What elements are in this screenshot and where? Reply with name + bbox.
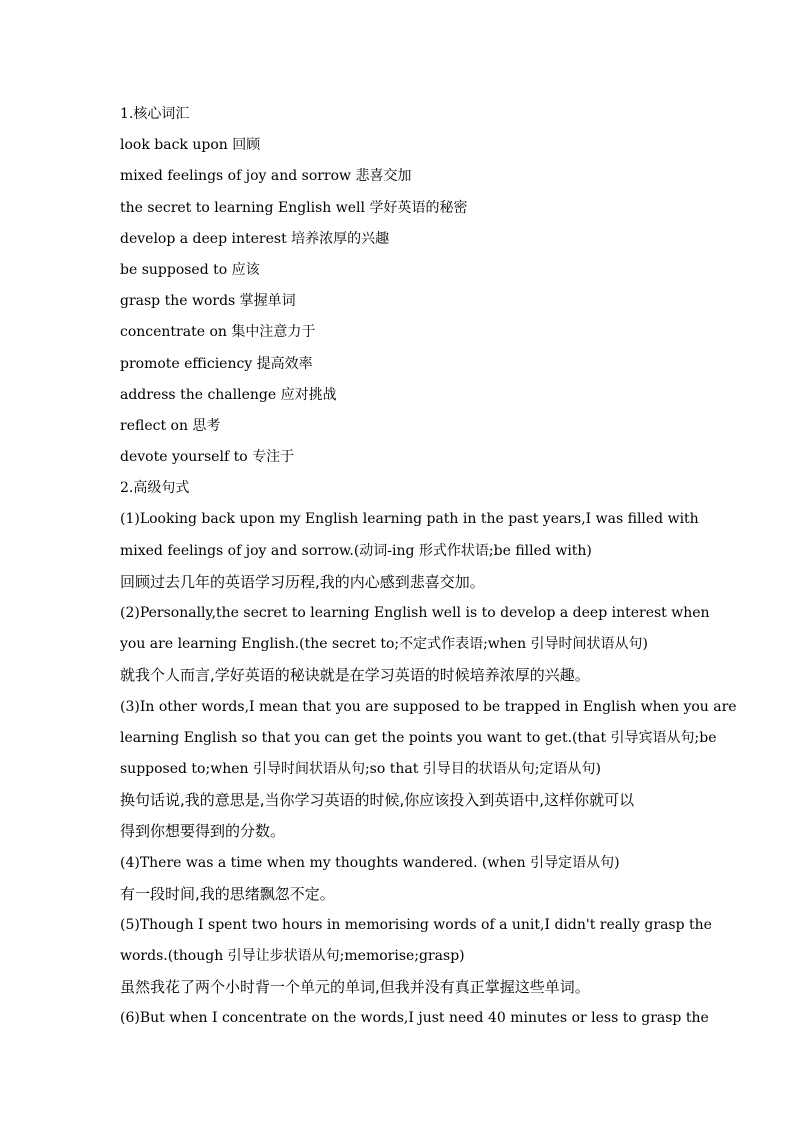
vocab-item: the secret to learning English well 学好英语的秘密 [120,199,468,216]
sentence-2-line-2: you are learning English.(the secret to;不定式作表语;when 引导时间状语从句) [120,636,649,653]
vocab-item: address the challenge 应对挑战 [120,386,337,403]
sentence-2-translation: 就我个人而言,学好英语的秘诀就是在学习英语的时候培养浓厚的兴趣。 [120,666,590,685]
sentence-3-line-2: learning English so that you can get the points you want to get.(that 引导宾语从句;be [120,729,717,746]
sentence-3-translation-line-1: 换句话说,我的意思是,当你学习英语的时候,你应该投入到英语中,这样你就可以 [120,791,635,810]
section-title-advanced-sentences: 2.高级句式 [120,480,190,497]
document-page [120,99,737,1035]
sentence-5-line-2: words.(though 引导让步状语从句;memorise;grasp) [120,948,465,965]
vocab-item: grasp the words 掌握单词 [120,293,296,310]
vocab-item: devote yourself to 专注于 [120,449,295,466]
sentence-4-line-1: (4)There was a time when my thoughts wandered. (when 引导定语从句) [120,854,620,871]
sentence-1-translation: 回顾过去几年的英语学习历程,我的内心感到悲喜交加。 [120,572,485,591]
sentence-5-line-1: (5)Though I spent two hours in memorising words of a unit,I didn't really grasp the [120,916,712,933]
sentence-3-line-1: (3)In other words,I mean that you are supposed to be trapped in English when you are [120,698,737,715]
sentence-3-line-3: supposed to;when 引导时间状语从句;so that 引导目的状语从句;定语从句) [120,760,601,777]
vocab-item: be supposed to 应该 [120,261,260,278]
vocab-item: concentrate on 集中注意力于 [120,324,316,341]
vocab-item: reflect on 思考 [120,417,221,434]
vocab-item: look back upon 回顾 [120,137,261,154]
sentence-1-line-1: (1)Looking back upon my English learning path in the past years,I was filled with [120,511,699,528]
sentence-1-line-2: mixed feelings of joy and sorrow.(动词-ing 形式作状语;be filled with) [120,542,592,559]
sentence-5-translation: 虽然我花了两个小时背一个单元的单词,但我并没有真正掌握这些单词。 [120,978,590,997]
section-title-core-vocabulary: 1.核心词汇 [120,106,190,122]
vocab-item: promote efficiency 提高效率 [120,355,313,372]
sentence-3-translation-line-2: 得到你想要得到的分数。 [120,822,286,841]
vocab-item: mixed feelings of joy and sorrow 悲喜交加 [120,168,412,185]
sentence-2-line-1: (2)Personally,the secret to learning English well is to develop a deep interest when [120,605,710,621]
sentence-6-line-1: (6)But when I concentrate on the words,I just need 40 minutes or less to grasp the [120,1010,709,1027]
vocab-item: develop a deep interest 培养浓厚的兴趣 [120,230,390,247]
sentence-4-translation: 有一段时间,我的思绪飘忽不定。 [120,884,335,903]
